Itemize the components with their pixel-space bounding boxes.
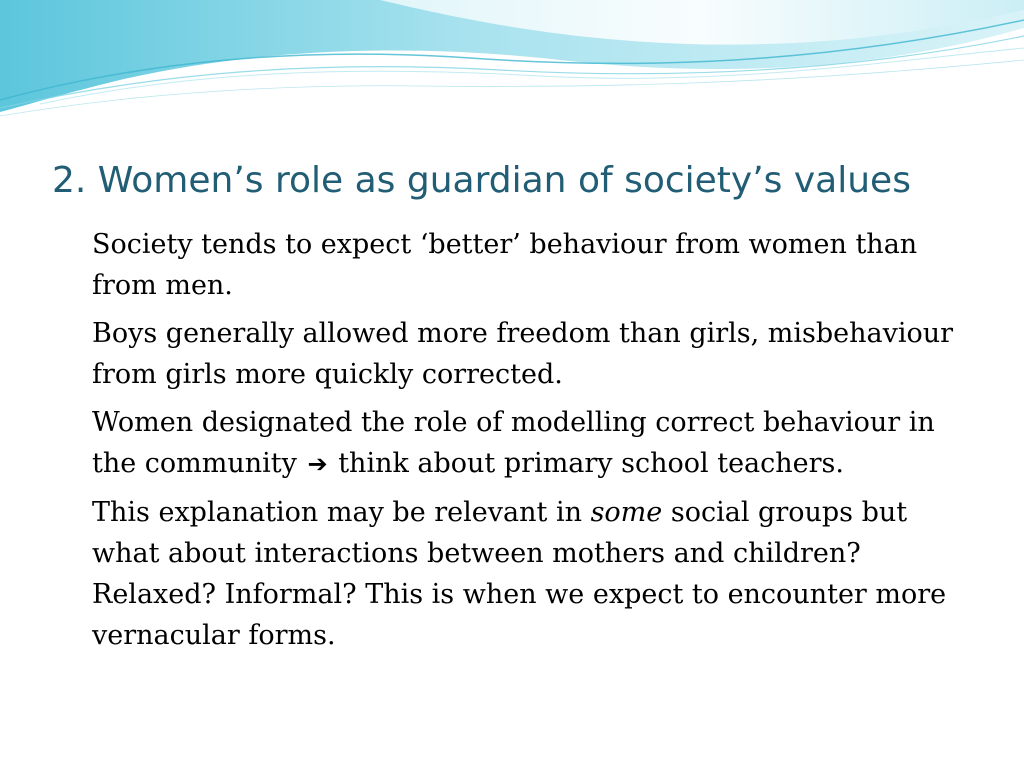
paragraph-3: [92, 402, 972, 485]
wave-header-decoration: [0, 0, 1024, 130]
right-arrow-icon: ➔: [307, 450, 328, 478]
paragraph-3-text-before-arrow: Women designated the role of modelling correct behaviour in the community: [92, 407, 935, 479]
paragraph-3-text-after-arrow: think about primary school teachers.: [338, 448, 844, 479]
paragraph-1: Society tends to expect ‘better’ behaviour from women than from men.: [92, 229, 918, 301]
paragraph-4: [92, 492, 972, 656]
slide-body: [92, 224, 972, 663]
paragraph-4-emphasis: some: [590, 497, 663, 528]
paragraph-4-text-before-emphasis: This explanation may be relevant in: [92, 497, 582, 528]
paragraph-4-text-after-emphasis: social groups but what about interactions between mothers and children? Relaxed? Informal? This is when we expect to encounter more vernacular forms.: [92, 497, 947, 651]
slide-title: 2. Women’s role as guardian of society’s values: [52, 160, 911, 201]
paragraph-2: Boys generally allowed more freedom than girls, misbehaviour from girls more quickly corrected.: [92, 318, 954, 390]
